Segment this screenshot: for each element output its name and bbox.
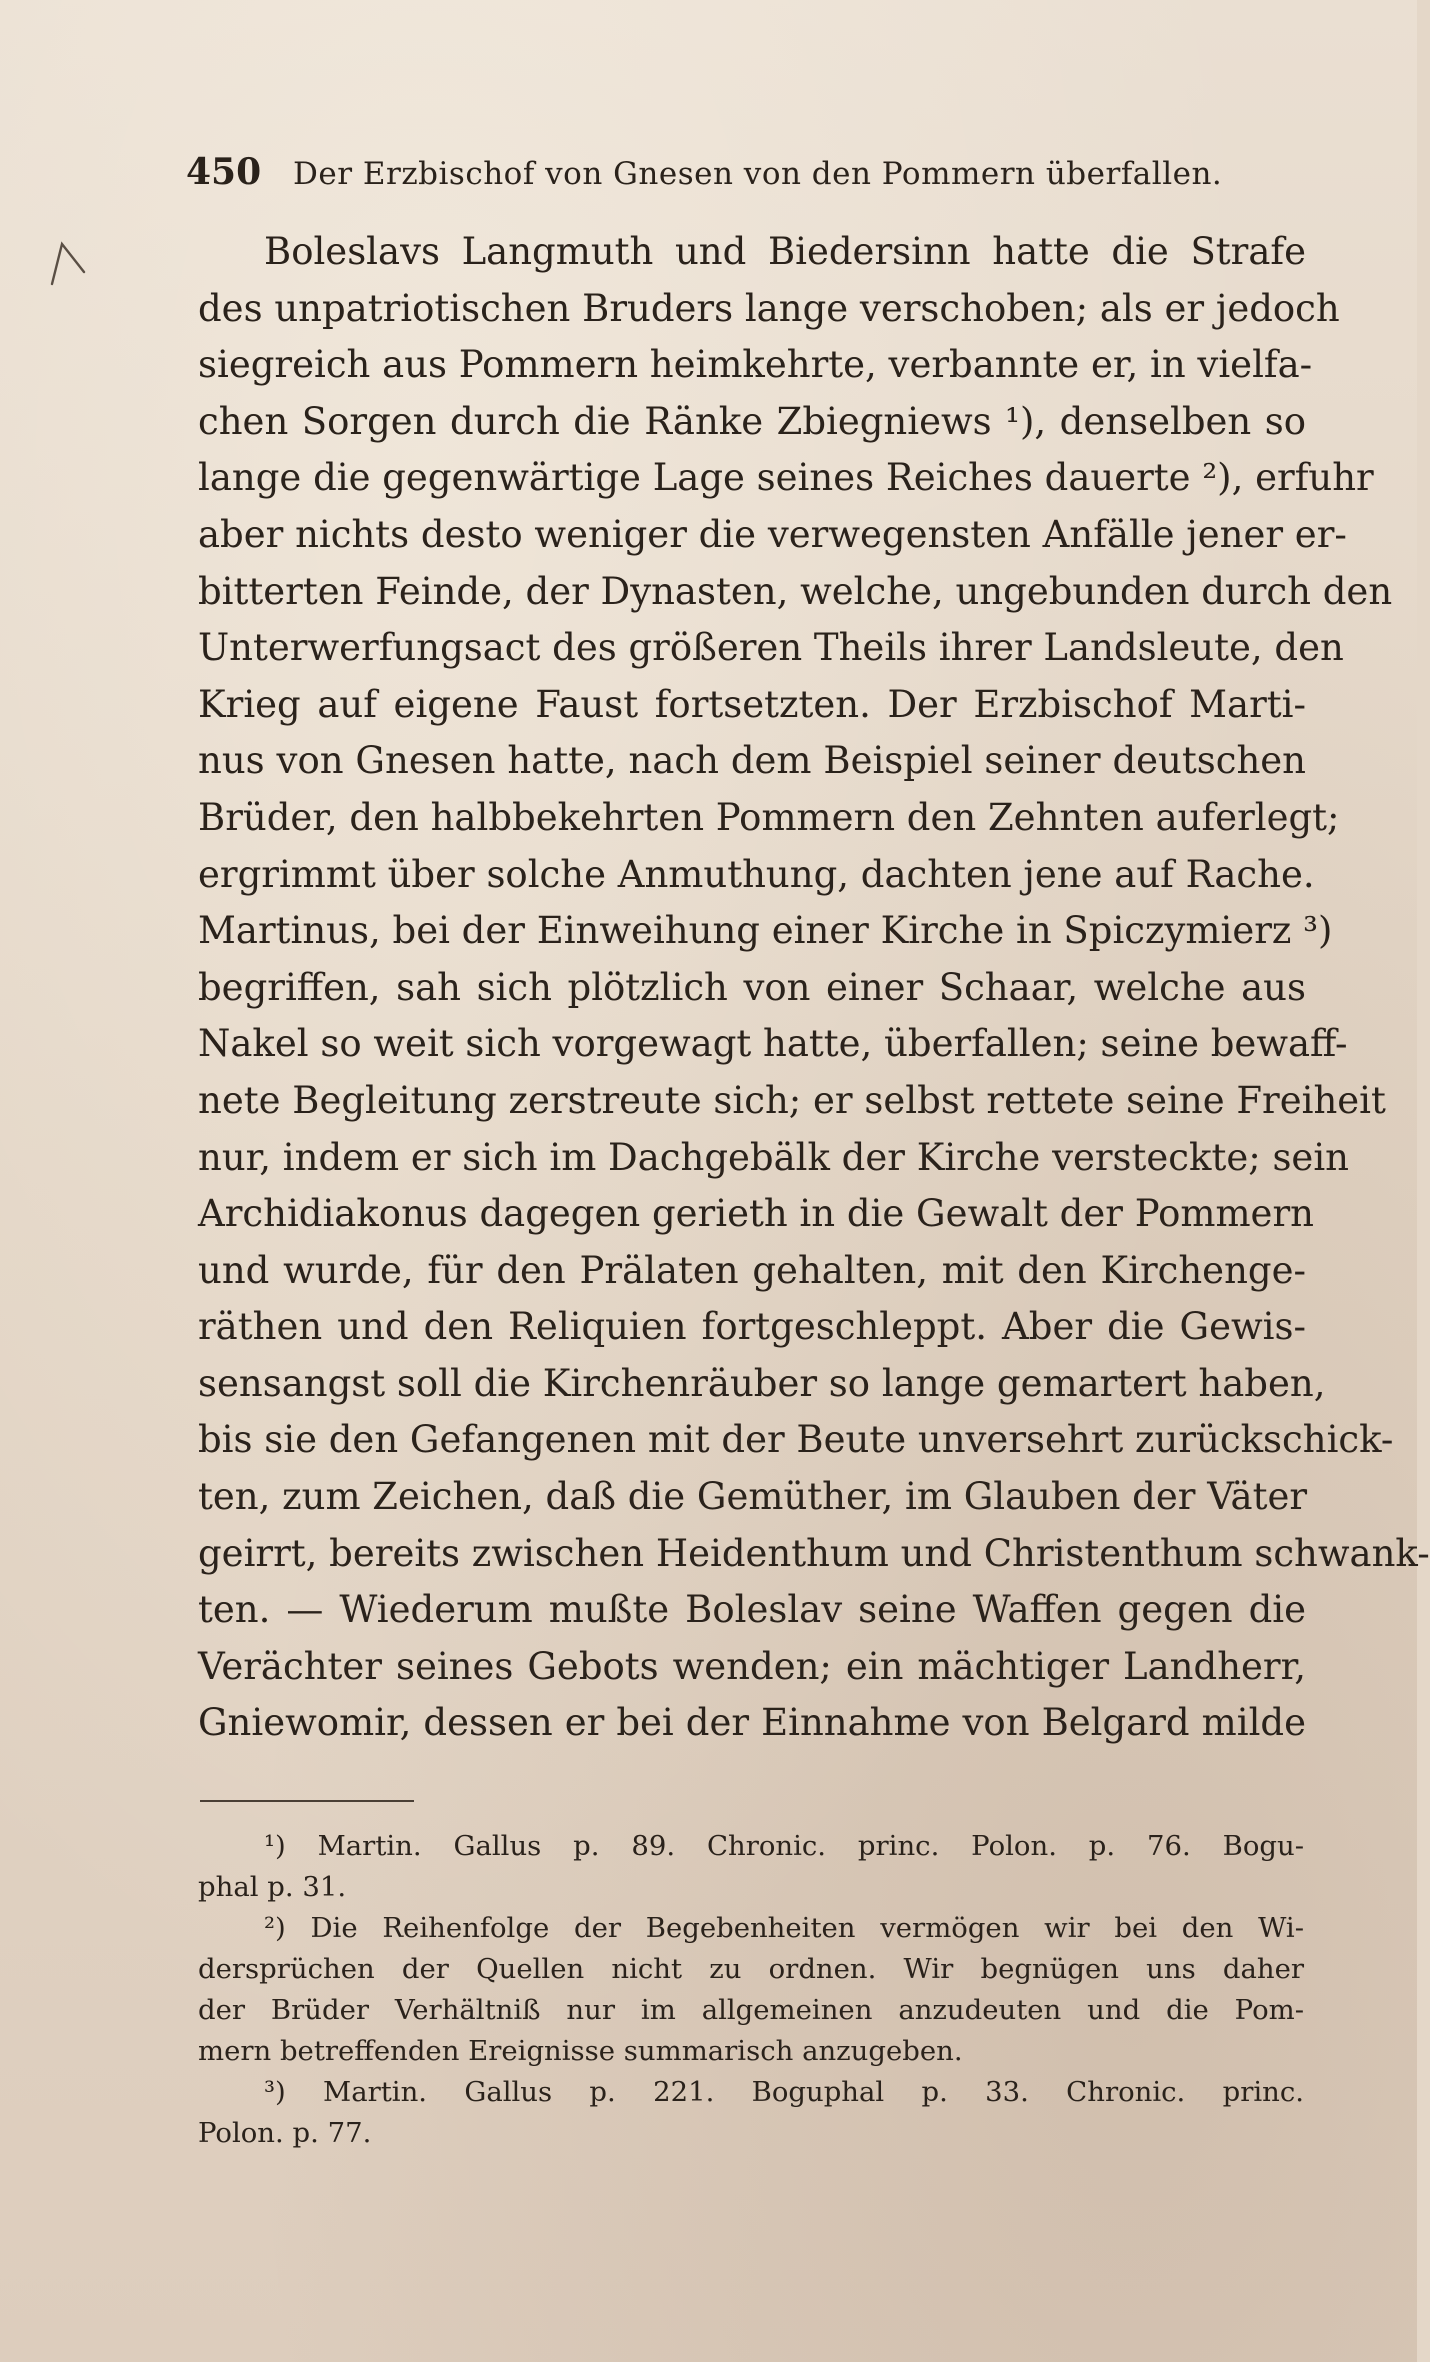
footnotes xyxy=(198,1826,1304,2154)
text-line: bitterten Feinde, der Dynasten, welche, ungebunden durch den xyxy=(198,569,1393,613)
text-line: Krieg auf eigene Faust fortsetzten. Der Erzbischof Marti- xyxy=(198,682,1306,726)
footnote-line: ²) Die Reihenfolge der Begebenheiten vermögen wir bei den Wi- xyxy=(264,1912,1304,1944)
footnote-line: mern betreffenden Ereignisse summarisch anzugeben. xyxy=(198,2035,963,2067)
footnote-line: dersprüchen der Quellen nicht zu ordnen. Wir begnügen uns daher xyxy=(198,1953,1304,1985)
footnote-line: ¹) Martin. Gallus p. 89. Chronic. princ. Polon. p. 76. Bogu- xyxy=(264,1830,1304,1862)
text-line: nete Begleitung zerstreute sich; er selbst rettete seine Freiheit xyxy=(198,1078,1386,1122)
body-text xyxy=(198,224,1430,1752)
text-line: siegreich aus Pommern heimkehrte, verbannte er, in vielfa- xyxy=(198,343,1313,387)
text-line: nur, indem er sich im Dachgebälk der Kirche versteckte; sein xyxy=(198,1135,1349,1179)
text-line: Martinus, bei der Einweihung einer Kirche in Spiczymierz ³) xyxy=(198,909,1333,953)
text-line: lange die gegenwärtige Lage seines Reiches dauerte ²), erfuhr xyxy=(198,456,1374,500)
text-line: aber nichts desto weniger die verwegensten Anfälle jener er- xyxy=(198,512,1347,556)
text-line: Verächter seines Gebots wenden; ein mächtiger Landherr, xyxy=(198,1644,1306,1688)
text-line: Boleslavs Langmuth und Biedersinn hatte die Strafe xyxy=(264,230,1306,273)
text-line: Unterwerfungsact des größeren Theils ihrer Landsleute, den xyxy=(198,626,1344,670)
text-line: Nakel so weit sich vorgewagt hatte, überfallen; seine bewaff- xyxy=(198,1022,1348,1066)
footnote-line: Polon. p. 77. xyxy=(198,2117,372,2149)
footnote-line: ³) Martin. Gallus p. 221. Boguphal p. 33. Chronic. princ. xyxy=(264,2076,1304,2108)
text-line: geirrt, bereits zwischen Heidenthum und Christenthum schwank- xyxy=(198,1531,1430,1575)
text-line: bis sie den Gefangenen mit der Beute unversehrt zurückschick- xyxy=(198,1418,1394,1462)
page-number: 450 xyxy=(186,151,262,193)
text-line: ten, zum Zeichen, daß die Gemüther, im Glauben der Väter xyxy=(198,1475,1308,1519)
text-line: nus von Gnesen hatte, nach dem Beispiel seiner deutschen xyxy=(198,739,1306,783)
running-header xyxy=(186,150,1266,194)
text-line: räthen und den Reliquien fortgeschleppt. Aber die Gewis- xyxy=(198,1305,1306,1349)
text-line: chen Sorgen durch die Ränke Zbiegniews ¹), denselben so xyxy=(198,399,1306,443)
footnote-line: der Brüder Verhältniß nur im allgemeinen anzudeuten und die Pom- xyxy=(198,1994,1304,2026)
text-line: Archidiakonus dagegen gerieth in die Gewalt der Pommern xyxy=(198,1192,1314,1236)
text-line: Gniewomir, dessen er bei der Einnahme von Belgard milde xyxy=(198,1701,1306,1745)
text-line: ergrimmt über solche Anmuthung, dachten jene auf Rache. xyxy=(198,852,1315,896)
text-line: sensangst soll die Kirchenräuber so lange gemartert haben, xyxy=(198,1361,1326,1405)
text-line: begriffen, sah sich plötzlich von einer Schaar, welche aus xyxy=(198,965,1306,1009)
text-line: des unpatriotischen Bruders lange verschoben; als er jedoch xyxy=(198,286,1340,330)
text-line: Brüder, den halbbekehrten Pommern den Zehnten auferlegt; xyxy=(198,795,1340,839)
pencil-margin-mark xyxy=(48,232,88,292)
text-line: ten. — Wiederum mußte Boleslav seine Waffen gegen die xyxy=(198,1588,1306,1632)
text-line: und wurde, für den Prälaten gehalten, mit den Kirchenge- xyxy=(198,1248,1306,1292)
footnote-line: phal p. 31. xyxy=(198,1871,347,1903)
running-title: Der Erzbischof von Gnesen von den Pommern überfallen. xyxy=(293,156,1223,192)
footnote-divider xyxy=(200,1800,414,1802)
